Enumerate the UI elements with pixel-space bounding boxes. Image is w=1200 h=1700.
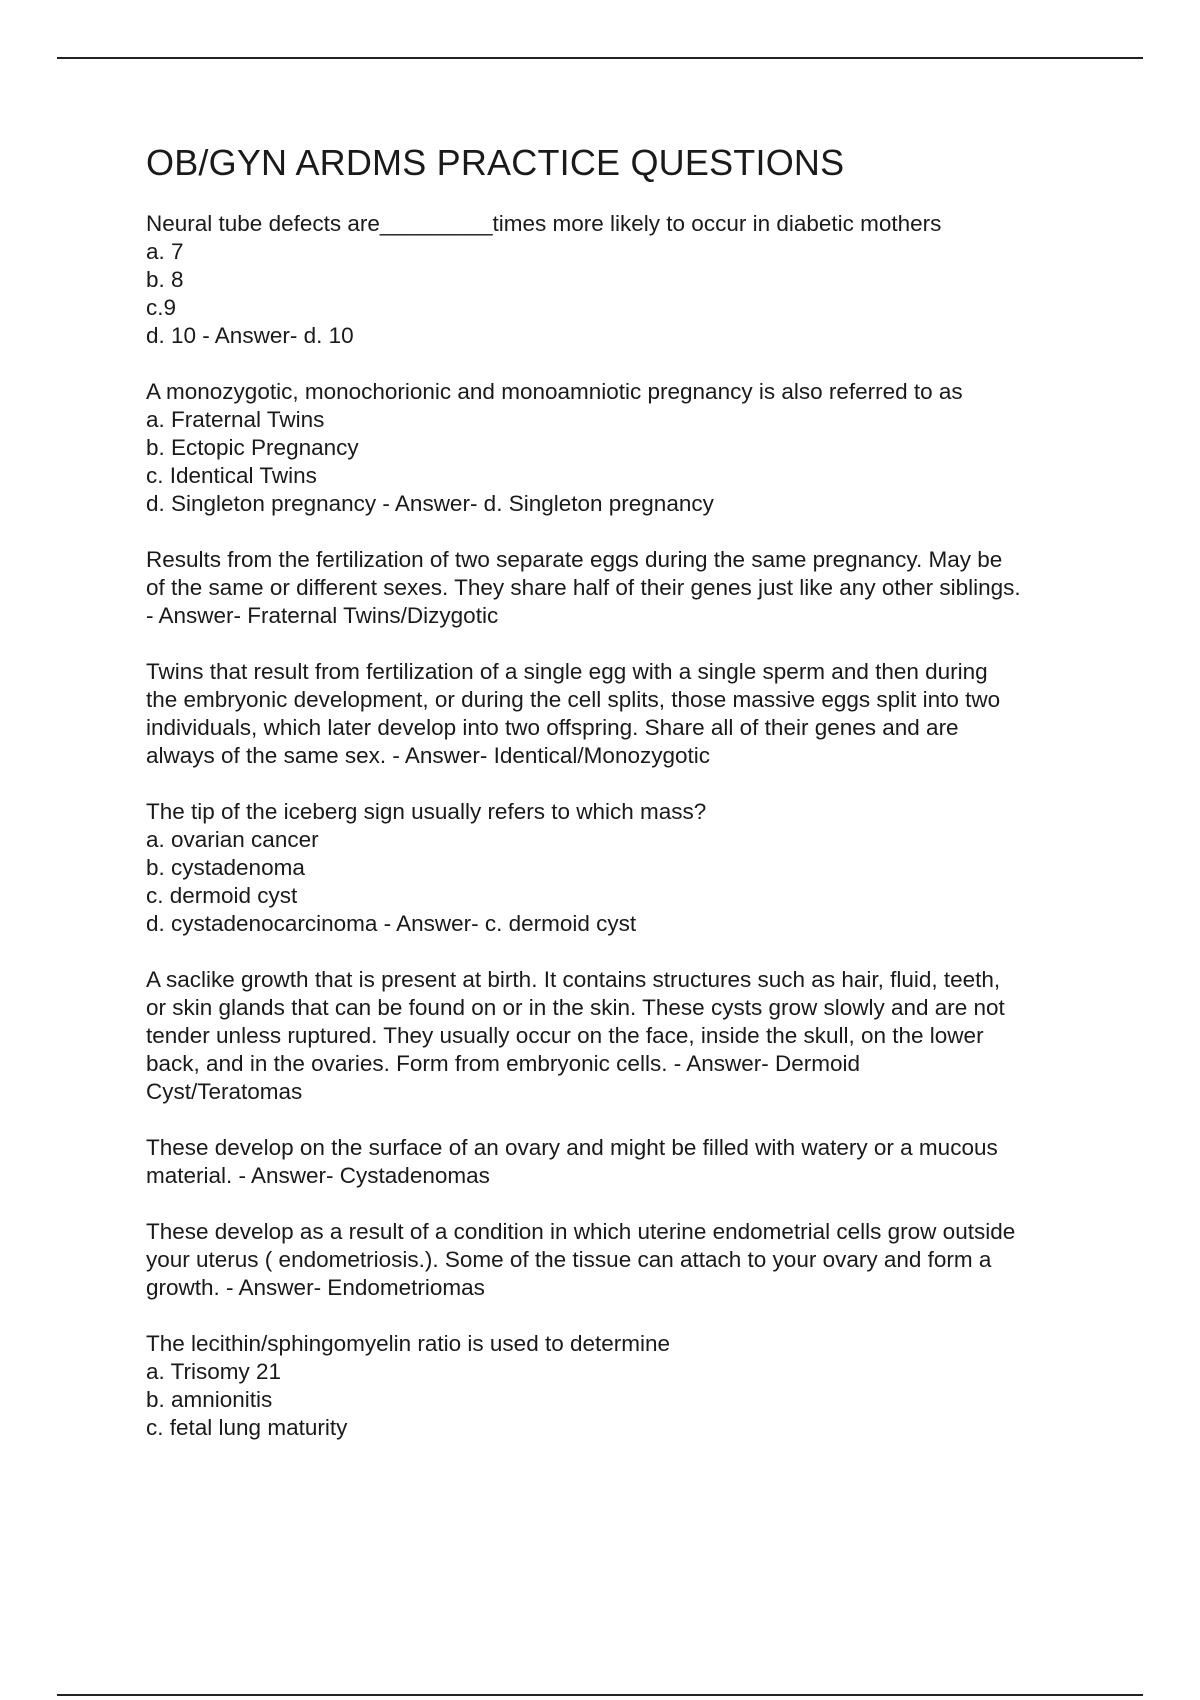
option-line: b. Ectopic Pregnancy bbox=[146, 435, 359, 460]
question-block-5 bbox=[146, 798, 1106, 938]
answer-line: - Answer- Fraternal Twins/Dizygotic bbox=[146, 603, 499, 628]
answer-line: material. - Answer- Cystadenomas bbox=[146, 1163, 490, 1188]
question-line: These develop on the surface of an ovary and might be filled with watery or a mucous bbox=[146, 1135, 998, 1160]
option-line: a. Trisomy 21 bbox=[146, 1359, 282, 1384]
option-line: b. amnionitis bbox=[146, 1387, 273, 1412]
page-title: OB/GYN ARDMS PRACTICE QUESTIONS bbox=[146, 142, 845, 183]
answer-line: d. Singleton pregnancy - Answer- d. Singleton pregnancy bbox=[146, 491, 714, 516]
question-line: tender unless ruptured. They usually occur on the face, inside the skull, on the lower bbox=[146, 1023, 984, 1048]
top-rule bbox=[57, 57, 1143, 59]
answer-line: d. cystadenocarcinoma - Answer- c. dermoid cyst bbox=[146, 911, 637, 936]
question-block-2 bbox=[146, 378, 1106, 518]
question-line: A saclike growth that is present at birth. It contains structures such as hair, fluid, teeth, bbox=[146, 967, 1001, 992]
question-line: individuals, which later develop into two offspring. Share all of their genes and are bbox=[146, 715, 959, 740]
bottom-rule bbox=[57, 1694, 1143, 1696]
option-line: c. Identical Twins bbox=[146, 463, 317, 488]
answer-line: growth. - Answer- Endometriomas bbox=[146, 1275, 485, 1300]
question-line: your uterus ( endometriosis.). Some of the tissue can attach to your ovary and form a bbox=[146, 1247, 992, 1272]
question-line: the embryonic development, or during the cell splits, those massive eggs split into two bbox=[146, 687, 1001, 712]
option-line: a. Fraternal Twins bbox=[146, 407, 325, 432]
option-line: b. cystadenoma bbox=[146, 855, 305, 880]
question-line: Results from the fertilization of two separate eggs during the same pregnancy. May be bbox=[146, 547, 1003, 572]
question-block-6 bbox=[146, 966, 1106, 1106]
option-line: b. 8 bbox=[146, 267, 184, 292]
question-line: Neural tube defects are_________times more likely to occur in diabetic mothers bbox=[146, 211, 942, 236]
option-line: c. dermoid cyst bbox=[146, 883, 298, 908]
option-line: c. fetal lung maturity bbox=[146, 1415, 348, 1440]
question-block-4 bbox=[146, 658, 1106, 770]
answer-line: d. 10 - Answer- d. 10 bbox=[146, 323, 354, 348]
option-line: c.9 bbox=[146, 295, 177, 320]
question-block-9 bbox=[146, 1330, 1106, 1442]
option-line: a. 7 bbox=[146, 239, 184, 264]
question-line: The lecithin/sphingomyelin ratio is used to determine bbox=[146, 1331, 671, 1356]
question-line: Twins that result from fertilization of a single egg with a single sperm and then during bbox=[146, 659, 988, 684]
question-line: of the same or different sexes. They share half of their genes just like any other siblings. bbox=[146, 575, 1021, 600]
answer-line: always of the same sex. - Answer- Identical/Monozygotic bbox=[146, 743, 710, 768]
question-block-1 bbox=[146, 210, 1106, 350]
question-line: The tip of the iceberg sign usually refers to which mass? bbox=[146, 799, 707, 824]
question-line: These develop as a result of a condition in which uterine endometrial cells grow outside bbox=[146, 1219, 1016, 1244]
question-block-7 bbox=[146, 1134, 1106, 1190]
question-block-3 bbox=[146, 546, 1106, 630]
answer-line: Cyst/Teratomas bbox=[146, 1079, 303, 1104]
question-line: or skin glands that can be found on or in the skin. These cysts grow slowly and are not bbox=[146, 995, 1005, 1020]
question-line: A monozygotic, monochorionic and monoamniotic pregnancy is also referred to as bbox=[146, 379, 963, 404]
answer-line: back, and in the ovaries. Form from embryonic cells. - Answer- Dermoid bbox=[146, 1051, 860, 1076]
option-line: a. ovarian cancer bbox=[146, 827, 319, 852]
document-body bbox=[146, 140, 1106, 1470]
question-block-8 bbox=[146, 1218, 1106, 1302]
